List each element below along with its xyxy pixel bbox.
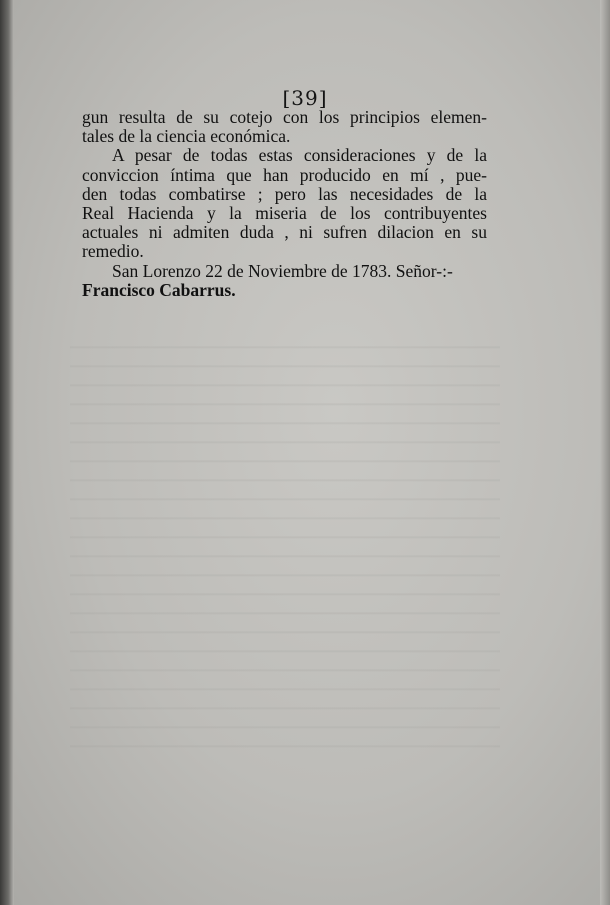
paragraph-2-line-1: A pesar de todas estas consideraciones y de la <box>112 145 487 166</box>
paragraph-2-line-5: actuales ni admiten duda , ni sufren dilacion en su <box>82 222 487 243</box>
paragraph-1-line-2: tales de la ciencia económica. <box>82 126 291 147</box>
paragraph-2-line-3: den todas combatirse ; pero las necesidades de la <box>82 183 487 204</box>
paragraph-1-line-1: gun resulta de su cotejo con los principios elemen- <box>82 107 487 127</box>
paragraph-2-line-6: remedio. <box>82 241 144 262</box>
body-text <box>82 108 487 300</box>
show-through-text <box>70 330 500 760</box>
paragraph-2-line-2: conviccion íntima que han producido en mí , pue- <box>82 164 487 185</box>
book-spine-shadow <box>0 0 14 905</box>
page-edge <box>600 0 610 905</box>
page-number: [39] <box>282 86 328 110</box>
paragraph-2-line-4: Real Hacienda y la miseria de los contribuyentes <box>82 203 487 224</box>
signature: Francisco Cabarrus. <box>82 279 236 300</box>
place-date-line: San Lorenzo 22 de Noviembre de 1783. Señor-:- <box>112 260 453 281</box>
